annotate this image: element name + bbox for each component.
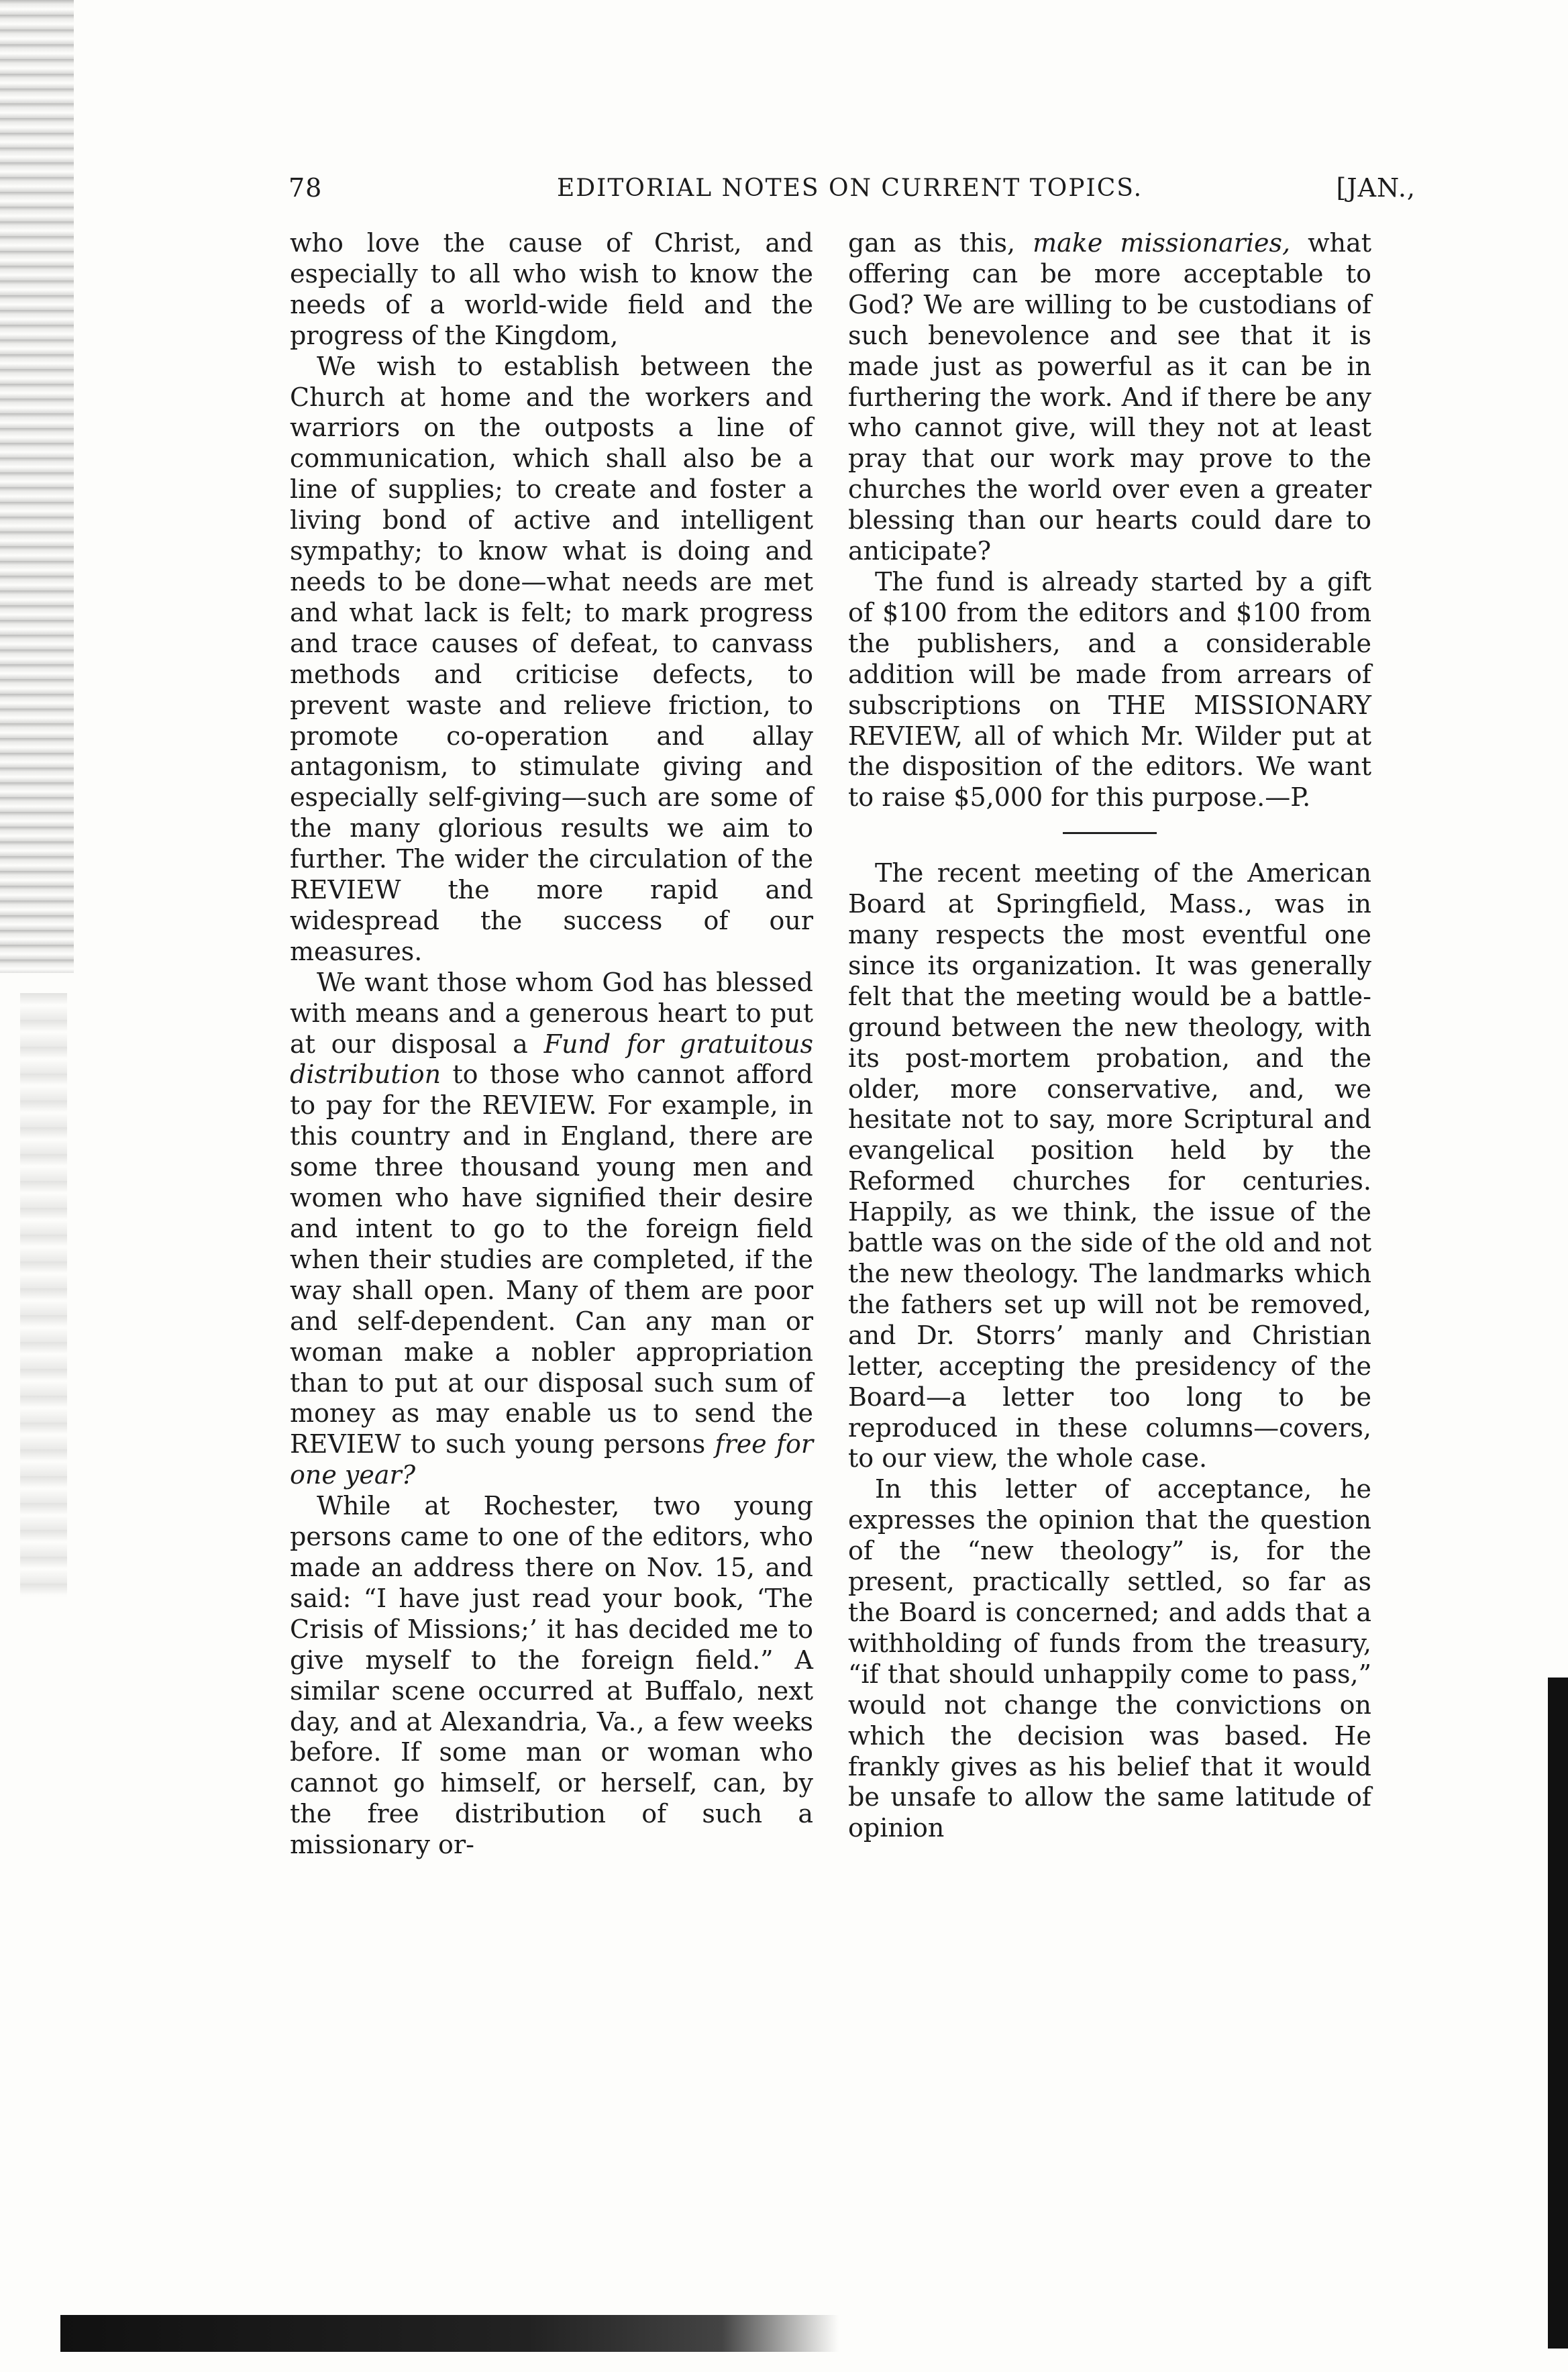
scan-edge-shadow-bottom	[60, 2315, 839, 2352]
italic-text: make missionaries,	[1033, 228, 1291, 258]
running-date: [JAN.,	[1336, 173, 1416, 203]
text-run: gan as this,	[848, 228, 1033, 258]
paragraph: In this letter of acceptance, he expresses the opinion that the question of the “new theology” is, for the present, practically settled, so far as the Board is concerned; and adds that a withholding of funds from the treasury, “if that should unhappily come to pass,” would not change the convictions on which the decision was based. He frankly gives as his belief that it would be unsafe to allow the same latitude of opinion	[848, 1474, 1371, 1843]
paragraph	[848, 228, 1371, 567]
italic-text: Fund for gratuitous distribution	[290, 1029, 814, 1090]
paragraph: who love the cause of Christ, and especially to all who wish to know the needs of a world-wide field and the progress of the Kingdom,	[290, 228, 813, 350]
text-run: We want those whom God has blessed with means and a generous heart to put at our disposal a	[290, 967, 813, 1059]
italic-text: free for one year?	[290, 1429, 813, 1490]
left-column	[290, 228, 813, 1861]
running-title: EDITORIAL NOTES ON CURRENT TOPICS.	[557, 174, 1143, 202]
section-divider	[1063, 832, 1157, 834]
paragraph	[290, 968, 813, 1491]
paragraph: The recent meeting of the American Board at Springfield, Mass., was in many respects the most eventful one since its organization. It was generally felt that the meeting would be a battle-ground between the new theology, with its post-mortem probation, and the older, more conservative, and, we hesitate not to say, more Scriptural and evangelical position held by the Reformed churches for centuries. Happily, as we think, the issue of the battle was on the side of the old and not the new theology. The landmarks which the fathers set up will not be removed, and Dr. Storrs’ manly and Christian letter, accepting the presidency of the Board—a letter too long to be reproduced in these columns—covers, to our view, the whole case.	[848, 858, 1371, 1474]
running-header	[289, 173, 1416, 220]
scan-edge-shadow-left	[0, 0, 74, 973]
text-run: what offering can be more acceptable to God? We are willing to be custodians of such benevolence and see that it is made just as powerful as it can be in furthering the work. And if there be any who cannot give, will they not at least pray that our work may prove to the churches the world over even a greater blessing than our hearts could dare to anticipate?	[848, 228, 1371, 566]
page-number: 78	[289, 173, 323, 203]
right-column	[848, 228, 1371, 1844]
paragraph: While at Rochester, two young persons came to one of the editors, who made an address there on Nov. 15, and said: “I have just read your book, ‘The Crisis of Missions;’ it has decided me to give myself to the foreign field.” A similar scene occurred at Buffalo, next day, and at Alexandria, Va., a few weeks before. If some man or woman who cannot go himself, or herself, can, by the free distribution of such a missionary or-	[290, 1491, 813, 1860]
paragraph: The fund is already started by a gift of $100 from the editors and $100 from the publishers, and a considerable addition will be made from arrears of subscriptions on THE MISSIONARY REVIEW, all of which Mr. Wilder put at the disposition of the editors. We want to raise $5,000 for this purpose.—P.	[848, 566, 1371, 813]
scan-edge-shadow-right	[1548, 1678, 1568, 2349]
paragraph: We wish to establish between the Church at home and the workers and warriors on the outposts a line of communication, which shall also be a line of supplies; to create and foster a living bond of active and intelligent sympathy; to know what is doing and needs to be done—what needs are met and what lack is felt; to mark progress and trace causes of defeat, to canvass methods and criticise defects, to prevent waste and relieve friction, to promote co-operation and allay antagonism, to stimulate giving and especially self-giving—such are some of the many glorious results we aim to further. The wider the circulation of the REVIEW the more rapid and widespread the success of our measures.	[290, 351, 813, 966]
text-run: to those who cannot afford to pay for the REVIEW. For example, in this country and in England, there are some three thousand young men and women who have signified their desire and intent to go to the foreign field when their studies are completed, if the way shall open. Many of them are poor and self-dependent. Can any man or woman make a nobler appropriation than to put at our disposal such sum of money as may enable us to send the REVIEW to such young persons	[290, 1060, 813, 1459]
scan-edge-shadow-left-lower	[20, 993, 67, 1597]
